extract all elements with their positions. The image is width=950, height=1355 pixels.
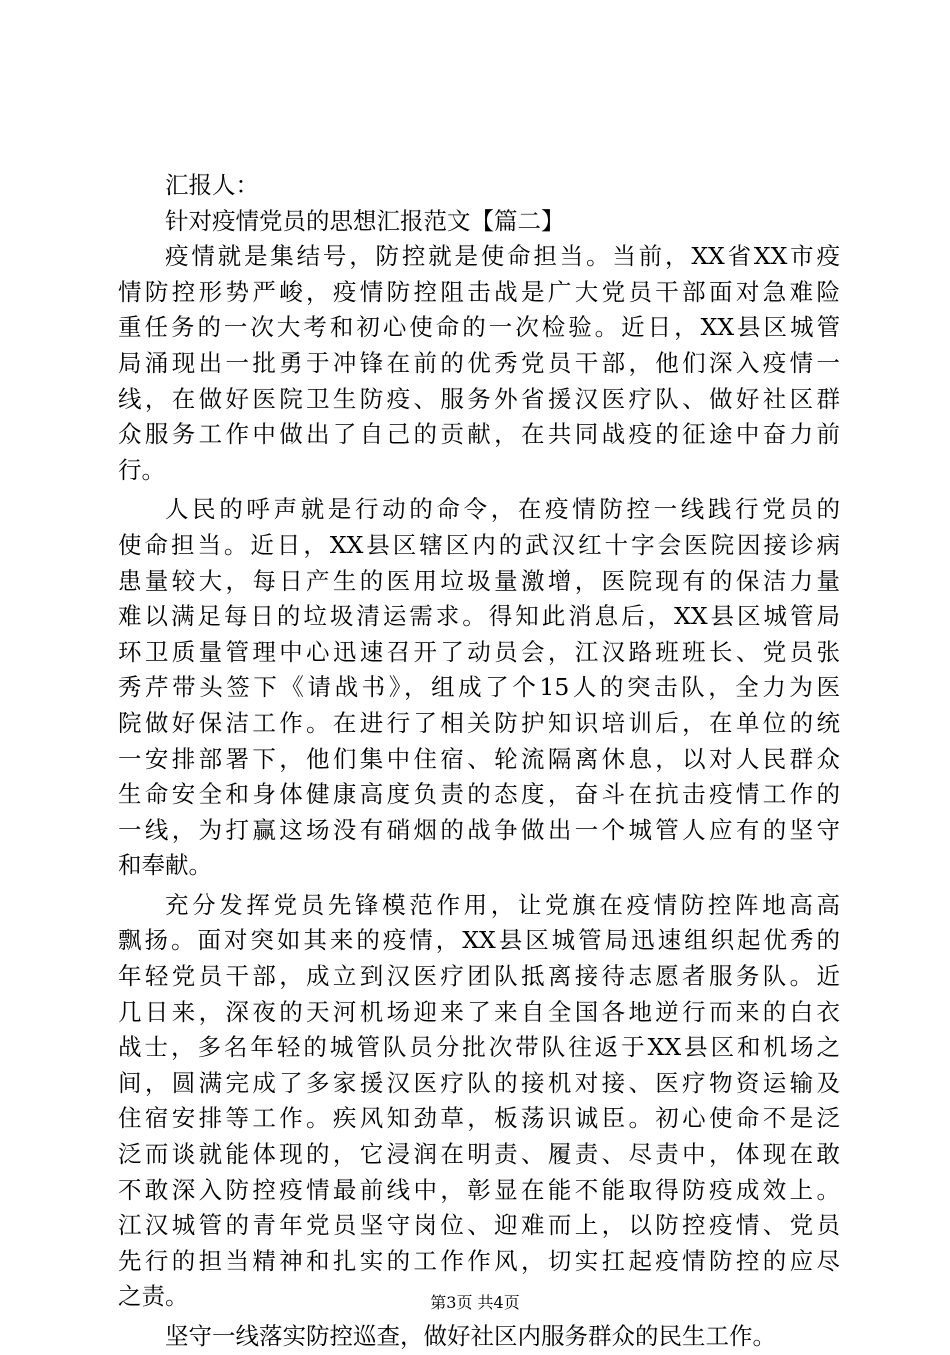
paragraph-line: 秀芹带头签下《请战书》，组成了个15人的突击队，全力为医	[118, 673, 840, 702]
paragraph-line: 人民的呼声就是行动的命令，在疫情防控一线践行党员的	[165, 495, 840, 524]
paragraph-line: 院做好保洁工作。在进行了相关防护知识培训后，在单位的统	[118, 708, 840, 737]
paragraph-line: 使命担当。近日，XX县区辖区内的武汉红十字会医院因接诊病	[118, 530, 840, 559]
paragraph-line: 间，圆满完成了多家援汉医疗队的接机对接、医疗物资运输及	[118, 1068, 840, 1097]
paragraph	[118, 239, 840, 488]
paragraph-line: 一线，为打赢这场没有硝烟的战争做出一个城管人应有的坚守	[118, 815, 840, 844]
paragraph-line: 行。	[118, 455, 165, 484]
paragraph-line: 重任务的一次大考和初心使命的一次检验。近日，XX县区城管	[118, 313, 840, 342]
document-body	[118, 168, 840, 1355]
page-footer: 第3页 共4页	[430, 1293, 520, 1312]
paragraph-line: 坚守一线落实防控巡查，做好社区内服务群众的民生工作。	[165, 1322, 776, 1350]
paragraph-list	[118, 239, 840, 1354]
paragraph	[118, 1319, 840, 1355]
paragraph	[118, 492, 840, 884]
paragraph-line: 年轻党员干部，成立到汉医疗团队抵离接待志愿者服务队。近	[118, 962, 840, 991]
paragraph-line: 充分发挥党员先锋模范作用，让党旗在疫情防控阵地高高	[165, 890, 840, 919]
paragraph-line: 不敢深入防控疫情最前线中，彰显在能不能取得防疫成效上。	[118, 1175, 840, 1204]
paragraph-line: 线，在做好医院卫生防疫、服务外省援汉医疗队、做好社区群	[118, 384, 840, 413]
paragraph	[118, 888, 840, 1315]
paragraph-line: 飘扬。面对突如其来的疫情，XX县区城管局迅速组织起优秀的	[118, 926, 840, 955]
paragraph-line: 泛而谈就能体现的，它浸润在明责、履责、尽责中，体现在敢	[118, 1140, 840, 1169]
paragraph-line: 情防控形势严峻，疫情防控阻击战是广大党员干部面对急难险	[118, 277, 840, 306]
paragraph-line: 疫情就是集结号，防控就是使命担当。当前，XX省XX市疫	[165, 242, 840, 271]
paragraph-line: 住宿安排等工作。疾风知劲草，板荡识诚臣。初心使命不是泛	[118, 1104, 840, 1133]
paragraph-line: 几日来，深夜的天河机场迎来了来自全国各地逆行而来的白衣	[118, 997, 840, 1026]
section-title: 针对疫情党员的思想汇报范文【篇二】	[165, 206, 565, 235]
paragraph-line: 局涌现出一批勇于冲锋在前的优秀党员干部，他们深入疫情一	[118, 348, 840, 377]
paragraph-line: 难以满足每日的垃圾清运需求。得知此消息后，XX县区城管局	[118, 602, 840, 631]
reporter-label: 汇报人：	[165, 171, 259, 199]
paragraph-line: 众服务工作中做出了自己的贡献，在共同战疫的征途中奋力前	[118, 420, 840, 449]
paragraph-line: 之责。	[118, 1282, 189, 1311]
paragraph-line: 和奉献。	[118, 851, 212, 880]
paragraph-line: 先行的担当精神和扎实的工作作风，切实扛起疫情防控的应尽	[118, 1246, 840, 1275]
paragraph-line: 生命安全和身体健康高度负责的态度，奋斗在抗击疫情工作的	[118, 780, 840, 809]
paragraph-line: 战士，多名年轻的城管队员分批次带队往返于XX县区和机场之	[118, 1033, 840, 1062]
paragraph-line: 患量较大，每日产生的医用垃圾量激增，医院现有的保洁力量	[118, 566, 840, 595]
paragraph-line: 一安排部署下，他们集中住宿、轮流隔离休息，以对人民群众	[118, 744, 840, 773]
paragraph-line: 环卫质量管理中心迅速召开了动员会，江汉路班班长、党员张	[118, 637, 840, 666]
paragraph-line: 江汉城管的青年党员坚守岗位、迎难而上，以防控疫情、党员	[118, 1211, 840, 1240]
